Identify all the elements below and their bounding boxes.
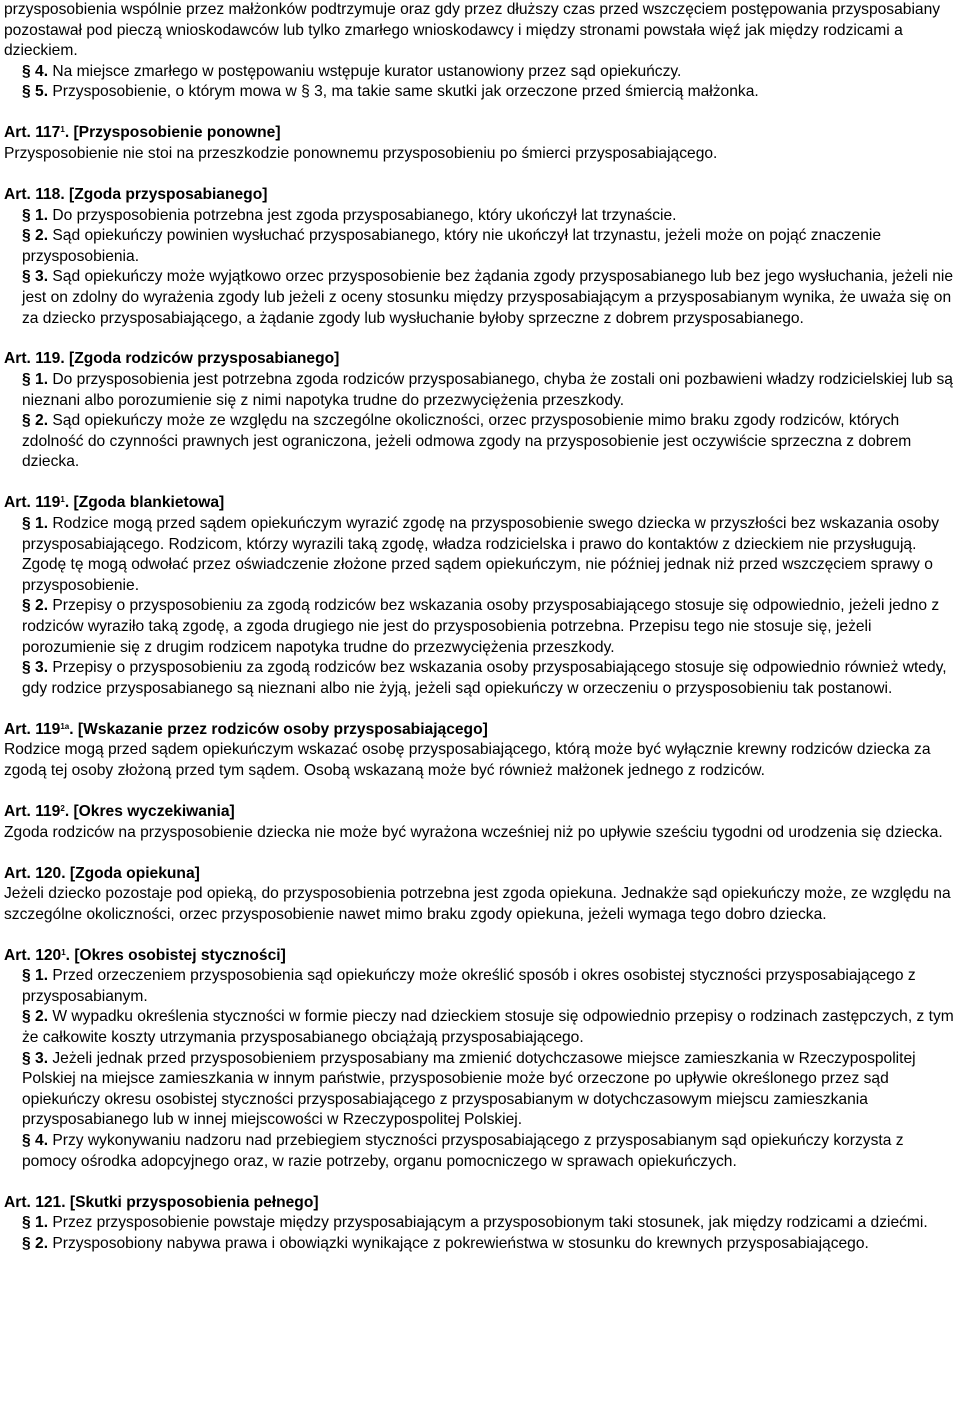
paragraph-text: Przysposobienie, o którym mowa w § 3, ma takie same skutki jak orzeczone przed śmiercią małżonka. <box>52 83 759 101</box>
paragraph-text: Na miejsce zmarłego w postępowaniu wstępuje kurator ustanowiony przez sąd opiekuńczy. <box>52 62 682 80</box>
paragraph <box>4 144 956 165</box>
paragraph-text: Przed orzeczeniem przysposobienia sąd opiekuńczy może określić sposób i okres osobistej styczności przysposabiającego z przysposabianym. <box>22 967 916 1005</box>
article-label: Art. <box>4 185 36 203</box>
paragraph-text: Rodzice mogą przed sądem opiekuńczym wskazać osobę przysposabiającego, którą może być wyłącznie krewny rodziców dziecka za zgodą tej osoby złożoną przed tym sądem. Osobą wskazaną może być również małżonek jednego z rodziców. <box>4 741 931 779</box>
article-heading <box>4 802 956 823</box>
paragraph <box>4 62 956 83</box>
paragraph <box>4 1213 956 1234</box>
article-label: Art. <box>4 946 36 964</box>
paragraph <box>4 226 956 267</box>
section-sign: § <box>22 1132 36 1150</box>
article-title: [Zgoda przysposabianego] <box>64 185 268 203</box>
paragraph <box>4 1234 956 1255</box>
section-sign: § <box>22 597 36 615</box>
paragraph <box>4 823 956 844</box>
paragraph-text: Rodzice mogą przed sądem opiekuńczym wyrazić zgodę na przysposobienie swego dziecka w przyszłości bez wskazania osoby przysposabiającego. Rodzicom, którzy wyrazili taką zgodę, władza rodzicielska i prawo do kontaktów z dzieckiem nie przysługują. Zgodę tę mogą odwołać przez oświadczenie złożone przed sądem opiekuńczym, nie później jednak niż przed wszczęciem sprawy o przysposobienie. <box>22 515 940 594</box>
paragraph-text: Jeżeli dziecko pozostaje pod opieką, do przysposobienia potrzebna jest zgoda opiekuna. Jednakże sąd opiekuńczy może, ze względu na szczególne okoliczności, orzec przysposobienie nawet mimo braku zgody opiekuna, jeżeli wymaga tego dobro dziecka. <box>4 885 951 923</box>
section-sign: § <box>22 83 36 101</box>
paragraph-text: Przepisy o przysposobieniu za zgodą rodziców bez wskazania osoby przysposabiającego stosuje się odpowiednio również wtedy, gdy rodzice przysposabianego są nieznani albo nie żyją, jeżeli sąd opiekuńczy w orzeczeniu o przysposobieniu tak postanowi. <box>22 659 947 697</box>
paragraph-text: Przysposobienie nie stoi na przeszkodzie ponownemu przysposobieniu po śmierci przysposabiającego. <box>4 144 718 162</box>
section-sign: § <box>22 1214 36 1232</box>
spacer <box>4 103 956 123</box>
paragraph-text: Sąd opiekuńczy może ze względu na szczególne okoliczności, orzec przysposobienie mimo braku zgody rodziców, których zdolność do czynności prawnych jest ograniczona, jeżeli odmowa zgody na przysposobienie jest oczywiście sprzeczna z dobrem dziecka. <box>22 412 912 471</box>
article-label: Art. <box>4 802 36 820</box>
article <box>4 802 956 843</box>
spacer <box>4 782 956 802</box>
article-superscript: 1a <box>60 721 70 731</box>
paragraph-number: 3. <box>35 659 49 677</box>
spacer <box>4 329 956 349</box>
paragraph <box>4 966 956 1007</box>
preamble-text: przysposobienia wspólnie przez małżonków podtrzymuje oraz gdy przez dłuższy czas przed wszczęciem postępowania przysposabiany pozostawał pod pieczą wnioskodawców lub tylko zmarłego wnioskodawcy i między stronami powstała więź jak między rodzicami a dzieckiem. <box>4 1 941 60</box>
article <box>4 864 956 926</box>
paragraph <box>4 514 956 596</box>
spacer <box>4 473 956 493</box>
article-number: 119 <box>35 802 61 820</box>
article-superscript: 1 <box>61 947 66 957</box>
article-label: Art. <box>4 124 36 142</box>
article-number: 121. <box>35 1193 66 1211</box>
article-heading <box>4 946 956 967</box>
section-sign: § <box>22 1234 36 1252</box>
article-heading <box>4 349 956 370</box>
article <box>4 493 956 699</box>
paragraph-number: 5. <box>35 83 49 101</box>
article-label: Art. <box>4 1193 36 1211</box>
article-number: 119 <box>35 720 61 738</box>
section-sign: § <box>22 412 36 430</box>
article-heading <box>4 493 956 514</box>
article-superscript: 2 <box>60 803 65 813</box>
paragraph-number: 2. <box>35 227 49 245</box>
paragraph-text: Przy wykonywaniu nadzoru nad przebiegiem styczności przysposabiającego z przysposabianym sąd opiekuńczy korzysta z pomocy ośrodka adopcyjnego oraz, w razie potrzeby, organu pomocniczego w sprawach opiekuńczych. <box>22 1132 904 1170</box>
section-sign: § <box>22 227 36 245</box>
article-title: [Zgoda opiekuna] <box>65 864 200 882</box>
section-sign: § <box>22 515 36 533</box>
paragraph <box>4 411 956 473</box>
article-heading <box>4 720 956 741</box>
article-title: [Zgoda rodziców przysposabianego] <box>64 350 340 368</box>
paragraph-number: 2. <box>35 1008 49 1026</box>
section-sign: § <box>22 967 36 985</box>
section-sign: § <box>22 659 36 677</box>
paragraph <box>4 267 956 329</box>
paragraph-number: 3. <box>35 1049 49 1067</box>
articles-container <box>4 103 956 1254</box>
paragraph-text: Do przysposobienia potrzebna jest zgoda przysposabianego, który ukończył lat trzynaście. <box>52 206 677 224</box>
article-superscript: 1 <box>60 495 65 505</box>
document-body <box>4 0 956 1254</box>
paragraph-text: Sąd opiekuńczy może wyjątkowo orzec przysposobienie bez żądania zgody przysposabianego lub bez jego wysłuchania, jeżeli nie jest on zdolny do wyrażenia zgody lub jeżeli z oceny stosunku między przysposabiającym a przysposabianym wynika, że uważa się on za dziecko przysposabiającego, a żądanie zgody lub wysłuchanie byłoby sprzeczne z dobrem przysposabianego. <box>22 268 954 327</box>
paragraph <box>4 740 956 781</box>
paragraph <box>4 206 956 227</box>
paragraph <box>4 1007 956 1048</box>
paragraph <box>4 1049 956 1131</box>
article-number: 118. <box>35 185 65 203</box>
preamble-paragraph <box>4 0 956 62</box>
paragraph <box>4 658 956 699</box>
section-sign: § <box>22 268 36 286</box>
paragraph-text: Przepisy o przysposobieniu za zgodą rodziców bez wskazania osoby przysposabiającego stosuje się odpowiednio, jeżeli jedno z rodziców wyraziło taką zgodę, a zgoda drugiego nie jest do przysposobienia potrzebna. Przepisu tego nie stosuje się, jeżeli porozumienie się z drugim rodzicem napotyka trudne do przezwyciężenia przeszkody. <box>22 597 940 656</box>
paragraph-text: Przysposobiony nabywa prawa i obowiązki wynikające z pokrewieństwa w stosunku do krewnych przysposabiającego. <box>52 1234 869 1252</box>
paragraph-text: Sąd opiekuńczy powinien wysłuchać przysposabianego, który nie ukończył lat trzynastu, jeżeli może on pojąć znaczenie przysposobienia. <box>22 227 882 265</box>
article-heading <box>4 185 956 206</box>
article-label: Art. <box>4 350 36 368</box>
preamble-paragraphs <box>4 62 956 103</box>
paragraph-number: 2. <box>35 597 49 615</box>
spacer <box>4 165 956 185</box>
article-label: Art. <box>4 720 36 738</box>
article <box>4 185 956 329</box>
article <box>4 720 956 782</box>
spacer <box>4 925 956 945</box>
article-number: 120 <box>35 946 62 964</box>
paragraph <box>4 1131 956 1172</box>
article <box>4 1193 956 1255</box>
section-sign: § <box>22 62 36 80</box>
article-heading <box>4 123 956 144</box>
article-heading <box>4 1193 956 1214</box>
article-title: . [Przysposobienie ponowne] <box>64 124 281 142</box>
article <box>4 123 956 164</box>
paragraph-number: 2. <box>35 412 49 430</box>
paragraph-text: Do przysposobienia jest potrzebna zgoda rodziców przysposabianego, chyba że zostali oni pozbawieni władzy rodzicielskiej lub są nieznani albo porozumienie się z nimi napotyka trudne do przezwyciężenia przeszkody. <box>22 371 953 409</box>
article-number: 119 <box>35 494 61 512</box>
article-label: Art. <box>4 864 36 882</box>
article <box>4 349 956 473</box>
article-number: 119. <box>35 350 65 368</box>
paragraph-number: 1. <box>35 1214 49 1232</box>
paragraph-number: 4. <box>35 62 49 80</box>
paragraph-number: 1. <box>35 206 49 224</box>
article-title: . [Okres wyczekiwania] <box>64 802 235 820</box>
section-sign: § <box>22 206 36 224</box>
paragraph-number: 3. <box>35 268 49 286</box>
section-sign: § <box>22 1008 36 1026</box>
paragraph-number: 4. <box>35 1132 49 1150</box>
paragraph <box>4 370 956 411</box>
section-sign: § <box>22 1049 36 1067</box>
article-label: Art. <box>4 494 36 512</box>
article-title: . [Okres osobistej styczności] <box>65 946 286 964</box>
article-heading <box>4 864 956 885</box>
paragraph-text: Zgoda rodziców na przysposobienie dziecka nie może być wyrażona wcześniej niż po upływie sześciu tygodni od urodzenia się dziecka. <box>4 823 943 841</box>
article-superscript: 1 <box>60 125 65 135</box>
paragraph-number: 2. <box>35 1234 49 1252</box>
paragraph <box>4 884 956 925</box>
article-title: [Skutki przysposobienia pełnego] <box>65 1193 319 1211</box>
paragraph <box>4 596 956 658</box>
paragraph-number: 1. <box>35 967 49 985</box>
article-title: . [Zgoda blankietowa] <box>64 494 225 512</box>
article <box>4 946 956 1173</box>
article-title: . [Wskazanie przez rodziców osoby przysposabiającego] <box>69 720 488 738</box>
spacer <box>4 1172 956 1192</box>
section-sign: § <box>22 371 36 389</box>
paragraph-text: Przez przysposobienie powstaje między przysposabiającym a przysposobionym taki stosunek, jak między rodzicami a dziećmi. <box>52 1214 928 1232</box>
paragraph <box>4 82 956 103</box>
paragraph-text: W wypadku określenia styczności w formie pieczy nad dzieckiem stosuje się odpowiednio przepisy o rodzinach zastępczych, z tym że całkowite koszty utrzymania przysposabianego obciążają przysposabiającego. <box>22 1008 954 1047</box>
article-number: 117 <box>35 124 61 142</box>
paragraph-number: 1. <box>35 515 49 533</box>
paragraph-text: Jeżeli jednak przed przysposobieniem przysposabiany ma zmienić dotychczasowe miejsce zamieszkania w Rzeczypospolitej Polskiej na miejsce zamieszkania w innym państwie, przysposobienie może być orzeczone po upływie określonego przez sąd opiekuńczy okresu osobistej styczności przysposabiającego z przysposabianym w dotychczasowym miejscu zamieszkania przysposabianego lub w innej miejscowości w Rzeczypospolitej Polskiej. <box>22 1049 916 1129</box>
spacer <box>4 843 956 863</box>
paragraph-number: 1. <box>35 371 49 389</box>
article-number: 120. <box>35 864 66 882</box>
spacer <box>4 699 956 719</box>
